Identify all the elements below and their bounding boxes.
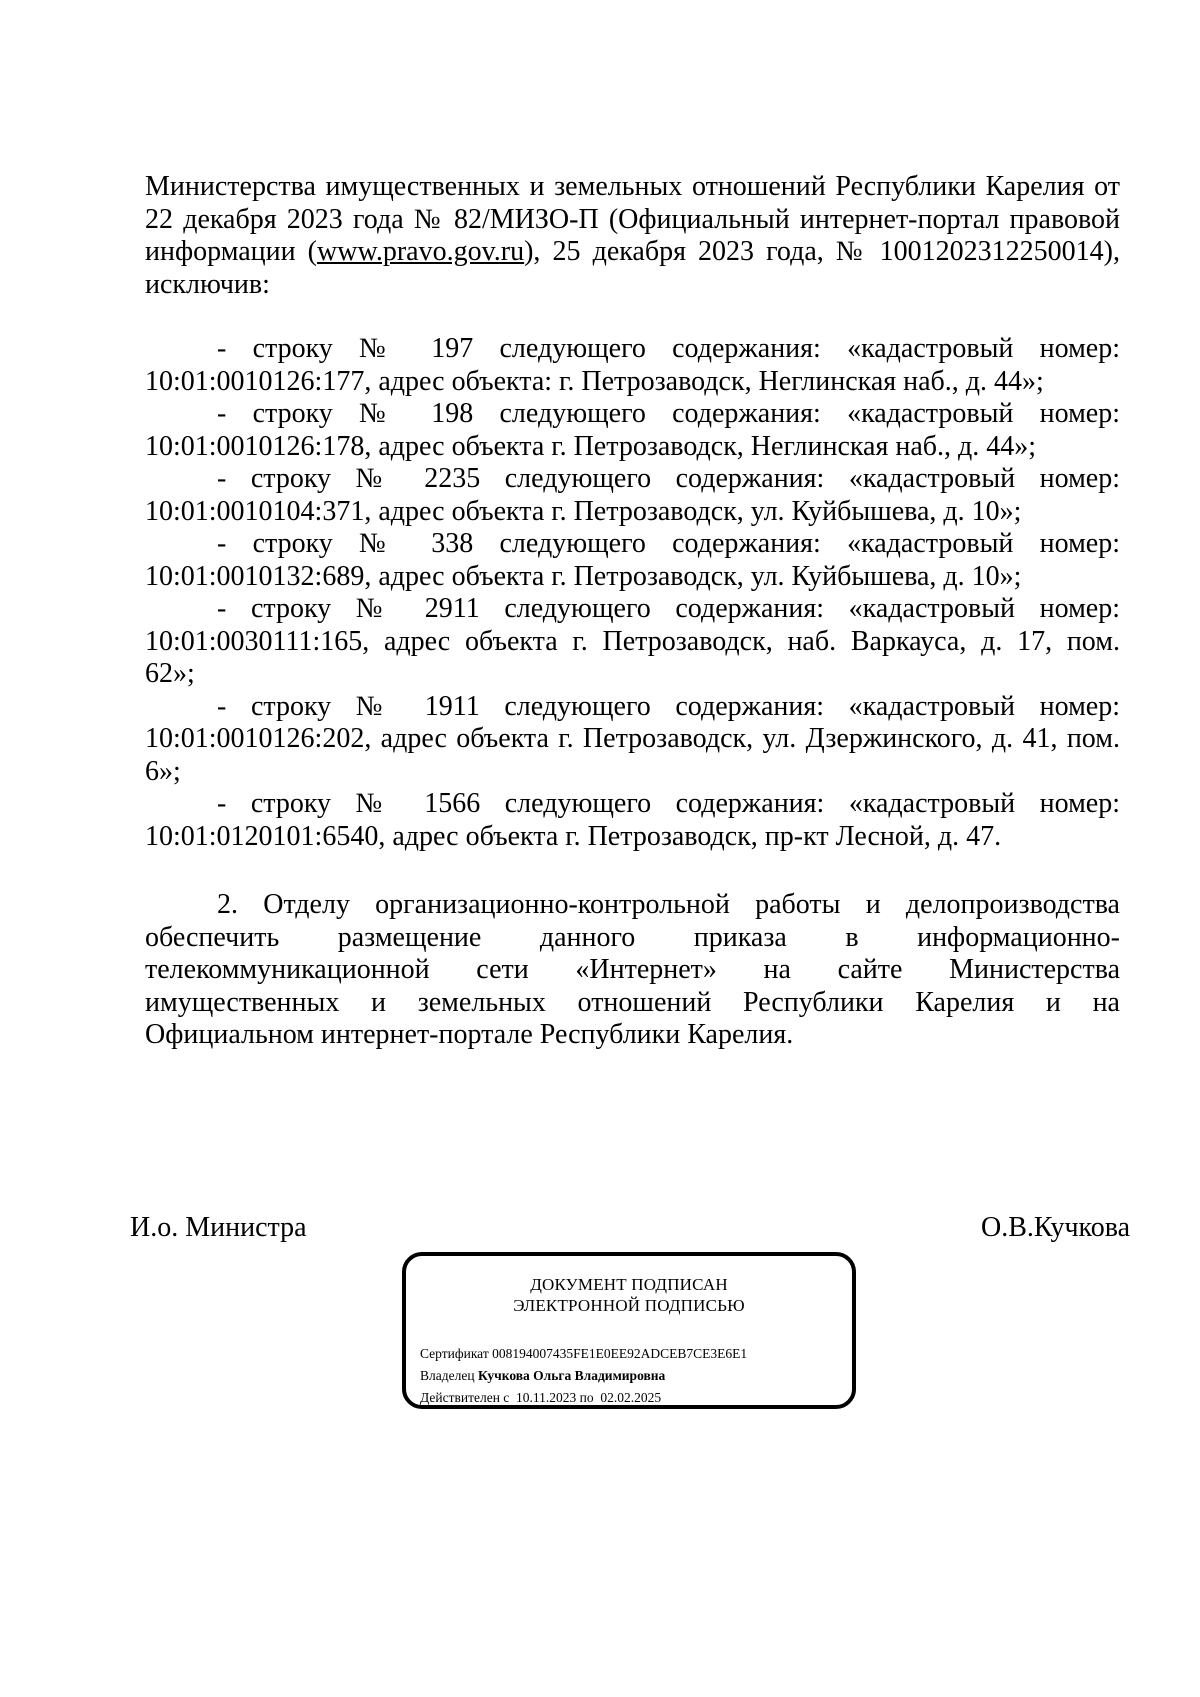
list-item (145, 691, 1120, 789)
stamp-valid-from: 10.11.2023 (516, 1390, 577, 1405)
list-item-rest-line: 10:01:0010104:371, адрес объекта г. Петрозаводск, ул. Куйбышева, д. 10»; (145, 495, 1022, 527)
intro-line-3 (145, 236, 1120, 269)
list-item-first-line: - строку № 2235 следующего содержания: «кадастровый номер: (217, 463, 1120, 494)
list-item-justified-line: 10:01:0010126:202, адрес объекта г. Петрозаводск, ул. Дзержинского, д. 41, пом. (145, 723, 1120, 754)
list-item (145, 333, 1120, 398)
para2-line-5: Официальном интернет-портале Республики Карелия. (145, 1019, 794, 1050)
stamp-valid-to: 02.02.2025 (600, 1390, 662, 1405)
stamp-cert-value: 008194007435FE1E0EE92ADCEB7CE3E6E1 (492, 1346, 748, 1361)
list-item-rest-line: 6»; (145, 755, 181, 787)
pravo-link[interactable]: www.pravo.gov.ru (317, 236, 525, 267)
list-item-first-line: - строку № 1911 следующего содержания: «кадастровый номер: (217, 690, 1120, 722)
intro-paragraph (145, 171, 1120, 301)
stamp-owner-label: Владелец (420, 1368, 475, 1383)
list-item-first-line: - строку № 198 следующего содержания: «кадастровый номер: (217, 398, 1120, 429)
para2-line-2: обеспечить размещение данного приказа в информационно- (145, 921, 1120, 953)
stamp-details (420, 1343, 747, 1409)
list-item-justified-line: 10:01:0030111:165, адрес объекта г. Петрозаводск, наб. Варкауса, д. 17, пом. (145, 625, 1120, 657)
stamp-cert-label: Сертификат (420, 1346, 489, 1361)
stamp-cert-line (420, 1343, 747, 1365)
intro-line-4: исключив: (145, 268, 270, 300)
list-item-rest-line: 10:01:0010132:689, адрес объекта г. Петрозаводск, ул. Куйбышева, д. 10»; (145, 560, 1022, 592)
paragraph-2 (145, 889, 1120, 1052)
para2-line-1: 2. Отделу организационно-контрольной работы и делопроизводства (217, 889, 1120, 920)
intro-line-3-before: информации ( (145, 236, 317, 267)
excluded-rows-list (145, 333, 1120, 853)
list-item-rest-line: 10:01:0120101:6540, адрес объекта г. Петрозаводск, пр-кт Лесной, д. 47. (145, 820, 1002, 852)
stamp-owner-line (420, 1365, 747, 1387)
list-item (145, 528, 1120, 593)
list-item-first-line: - строку № 2911 следующего содержания: «кадастровый номер: (217, 593, 1120, 624)
list-item-rest-line: 10:01:0010126:177, адрес объекта: г. Петрозаводск, Неглинская наб., д. 44»; (145, 365, 1044, 397)
signer-name: О.В.Кучкова (980, 1212, 1130, 1243)
para2-line-3: телекоммуникационной сети «Интернет» на сайте Министерства (145, 954, 1120, 985)
list-item (145, 463, 1120, 528)
intro-line-3-after: ), 25 декабря 2023 года, № 1001202312250014), (524, 236, 1120, 267)
list-item (145, 398, 1120, 463)
intro-line-2: 22 декабря 2023 года № 82/МИЗО-П (Официальный интернет-портал правовой (145, 203, 1120, 235)
stamp-title-2: ЭЛЕКТРОННОЙ ПОДПИСЬЮ (513, 1296, 745, 1315)
stamp-valid-line (420, 1387, 747, 1409)
list-item-rest-line: 62»; (145, 658, 195, 689)
list-item-first-line: - строку № 1566 следующего содержания: «кадастровый номер: (217, 788, 1120, 819)
signer-position: И.о. Министра (130, 1212, 307, 1243)
list-item-first-line: - строку № 197 следующего содержания: «кадастровый номер: (217, 333, 1120, 364)
stamp-valid-to-label: по (579, 1390, 594, 1405)
list-item (145, 593, 1120, 691)
electronic-signature-stamp (402, 1252, 856, 1409)
stamp-valid-label: Действителен с (420, 1390, 510, 1405)
list-item (145, 788, 1120, 853)
list-item-first-line: - строку № 338 следующего содержания: «кадастровый номер: (217, 528, 1120, 559)
stamp-header (406, 1274, 852, 1316)
intro-line-1: Министерства имущественных и земельных отношений Республики Карелия от (145, 171, 1120, 202)
stamp-title-1: ДОКУМЕНТ ПОДПИСАН (530, 1275, 728, 1294)
list-item-rest-line: 10:01:0010126:178, адрес объекта г. Петрозаводск, Неглинская наб., д. 44»; (145, 430, 1037, 462)
para2-line-4: имущественных и земельных отношений Республики Карелия и на (145, 986, 1120, 1018)
stamp-owner-value: Кучкова Ольга Владимировна (477, 1368, 666, 1383)
